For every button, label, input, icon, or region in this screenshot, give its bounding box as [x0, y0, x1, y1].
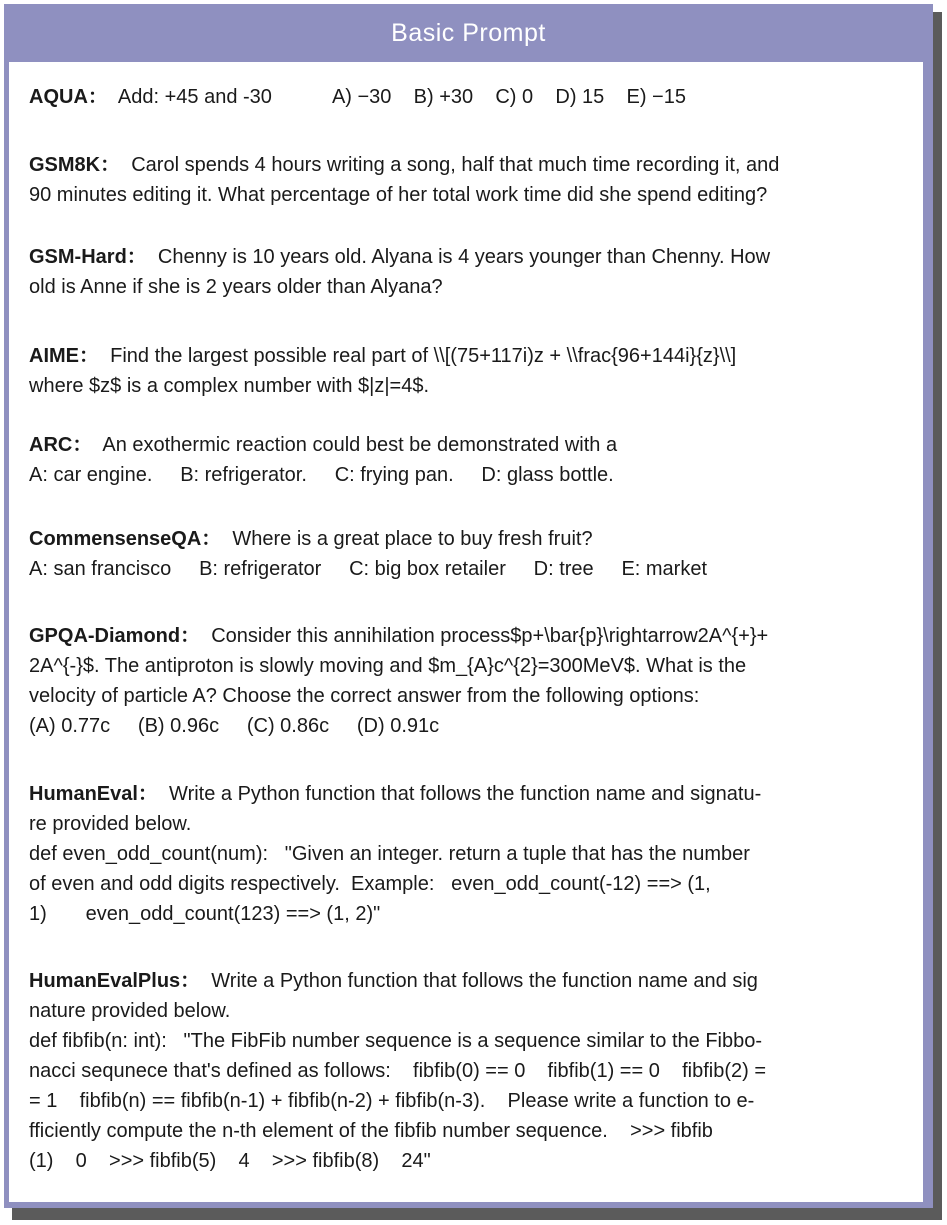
header-title: Basic Prompt	[391, 18, 546, 47]
entry-text: Write a Python function that follows the function name and signatu-	[157, 783, 762, 805]
entry-code: (1) 0 >>> fibfib(5) 4 >>> fibfib(8) 24"	[29, 1150, 431, 1172]
entry-aqua	[29, 82, 903, 112]
entry-label: GSM8K：	[29, 154, 121, 176]
entry-options: (A) 0.77c (B) 0.96c (C) 0.86c (D) 0.91c	[29, 715, 440, 737]
content-panel	[9, 62, 923, 1202]
entry-arc	[29, 430, 903, 490]
entry-code: def fibfib(n: int): "The FibFib number sequence is a sequence similar to the Fibbo-	[29, 1030, 763, 1052]
entry-code: fficiently compute the n-th element of the fibfib number sequence. >>> fibfib	[29, 1120, 713, 1142]
entry-gsmhard	[29, 242, 903, 302]
entry-text: 2A^{-}$. The antiproton is slowly moving and $m_{A}c^{2}=300MeV$. What is the	[29, 655, 747, 677]
entry-humanevalplus	[29, 966, 903, 1176]
entry-text: old is Anne if she is 2 years older than Alyana?	[29, 276, 443, 298]
entry-text: Find the largest possible real part of \\[(75+117i)z + \\frac{96+144i}{z}\\]	[99, 345, 737, 367]
entry-label: HumanEvalPlus：	[29, 970, 201, 992]
entry-label: AIME：	[29, 345, 99, 367]
entry-text: re provided below.	[29, 813, 192, 835]
entry-label: GPQA-Diamond：	[29, 625, 201, 647]
entry-text: Write a Python function that follows the function name and sig	[200, 970, 758, 992]
entry-code: def even_odd_count(num): "Given an integer. return a tuple that has the number	[29, 843, 750, 865]
entry-code: 1) even_odd_count(123) ==> (1, 2)"	[29, 903, 381, 925]
entry-aime	[29, 341, 903, 401]
entry-commonsenseqa	[29, 524, 903, 584]
entry-question: Add: +45 and -30	[107, 86, 272, 108]
entry-options: A) −30 B) +30 C) 0 D) 15 E) −15	[271, 86, 686, 108]
entry-label: GSM-Hard：	[29, 246, 147, 268]
entry-text: velocity of particle A? Choose the correct answer from the following options:	[29, 685, 700, 707]
entry-text: 90 minutes editing it. What percentage of her total work time did she spend editing?	[29, 184, 768, 206]
entry-text: Chenny is 10 years old. Alyana is 4 years younger than Chenny. How	[146, 246, 771, 268]
entry-options: A: car engine. B: refrigerator. C: frying pan. D: glass bottle.	[29, 464, 614, 486]
entry-humaneval	[29, 779, 903, 929]
entry-gpqa-diamond	[29, 621, 903, 741]
entry-code: = 1 fibfib(n) == fibfib(n-1) + fibfib(n-2) + fibfib(n-3). Please write a function to e-	[29, 1090, 755, 1112]
entry-label: AQUA：	[29, 86, 108, 108]
entry-text: nature provided below.	[29, 1000, 231, 1022]
entry-text: Consider this annihilation process$p+\bar{p}\rightarrow2A^{+}+	[200, 625, 769, 647]
entry-options: A: san francisco B: refrigerator C: big box retailer D: tree E: market	[29, 558, 708, 580]
entry-label: HumanEval：	[29, 783, 158, 805]
entry-text: An exothermic reaction could best be demonstrated with a	[92, 434, 618, 456]
entry-code: of even and odd digits respectively. Example: even_odd_count(-12) ==> (1,	[29, 873, 711, 895]
entry-gsm8k	[29, 150, 903, 210]
entry-text: Where is a great place to buy fresh fruit?	[221, 528, 593, 550]
entry-code: nacci sequnece that's defined as follows: fibfib(0) == 0 fibfib(1) == 0 fibfib(2) =	[29, 1060, 766, 1082]
entry-label: CommensenseQA：	[29, 528, 222, 550]
entry-text: where $z$ is a complex number with $|z|=4$.	[29, 375, 430, 397]
prompt-frame	[4, 4, 933, 1208]
entry-text: Carol spends 4 hours writing a song, half that much time recording it, and	[120, 154, 780, 176]
entry-label: ARC：	[29, 434, 93, 456]
